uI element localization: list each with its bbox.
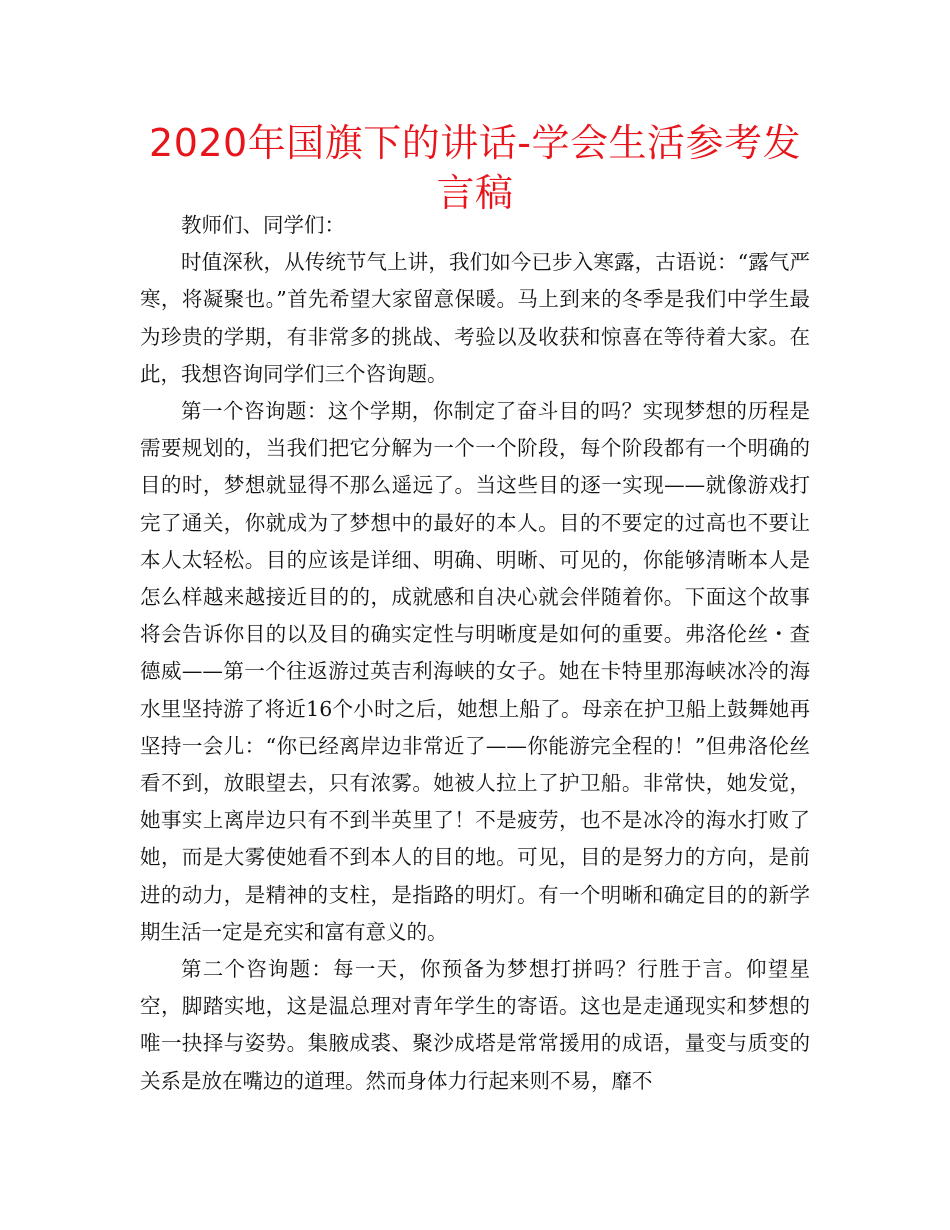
document-body <box>140 207 810 1100</box>
paragraph-1: 时值深秋，从传统节气上讲，我们如今已步入寒露，古语说：“露气严寒，将凝聚也。”首先希望大家留意保暖。马上到来的冬季是我们中学生最为珍贵的学期，有非常多的挑战、考验以及收获和惊喜在等待着大家。在此，我想咨询同学们三个咨询题。 <box>140 250 810 386</box>
document-title: 2020年国旗下的讲话-学会生活参考发言稿 <box>149 121 801 215</box>
paragraph-2: 第一个咨询题：这个学期，你制定了奋斗目的吗？实现梦想的历程是需要规划的，当我们把它分解为一个一个阶段，每个阶段都有一个明确的目的时，梦想就显得不那么遥远了。当这些目的逐一实现——就像游戏打完了通关，你就成为了梦想中的最好的本人。目的不要定的过高也不要让本人太轻松。目的应该是详细、明确、明晰、可见的，你能够清晰本人是怎么样越来越接近目的的，成就感和自决心就会伴随着你。下面这个故事将会告诉你目的以及目的确实定性与明晰度是如何的重要。弗洛伦丝・查德威——第一个往返游过英吉利海峡的女子。她在卡特里那海峡冰冷的海水里坚持游了将近16个小时之后，她想上船了。母亲在护卫船上鼓舞她再坚持一会儿：“你已经离岸边非常近了——你能游完全程的！”但弗洛伦丝看不到，放眼望去，只有浓雾。她被人拉上了护卫船。非常快，她发觉，她事实上离岸边只有不到半英里了！不是疲劳，也不是冰冷的海水打败了她，而是大雾使她看不到本人的目的地。可见，目的是努力的方向，是前进的动力，是精神的支柱，是指路的明灯。有一个明晰和确定目的的新学期生活一定是充实和富有意义的。 <box>140 399 810 944</box>
salutation: 教师们、同学们： <box>181 213 345 237</box>
paragraph-3: 第二个咨询题：每一天，你预备为梦想打拼吗？行胜于言。仰望星空，脚踏实地，这是温总理对青年学生的寄语。这也是走通现实和梦想的唯一抉择与姿势。集腋成裘、聚沙成塔是常常援用的成语，量变与质变的关系是放在嘴边的道理。然而身体力行起来则不易，靡不 <box>140 957 810 1093</box>
